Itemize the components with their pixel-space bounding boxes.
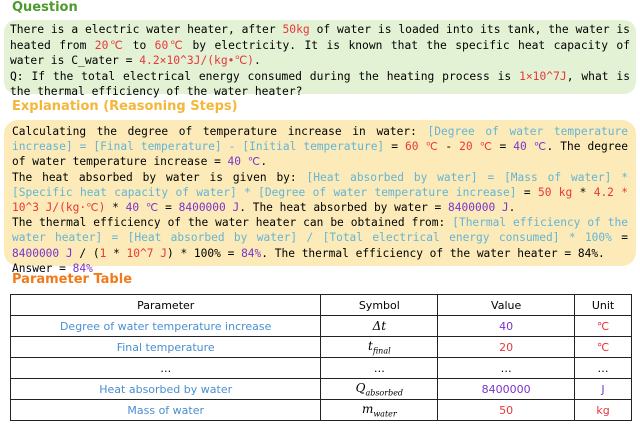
question-segment: , what is the thermal efficiency of the water heater? bbox=[10, 69, 630, 99]
cell-unit: kg bbox=[575, 400, 632, 421]
cell-symbol bbox=[321, 400, 438, 421]
parameter-table bbox=[10, 294, 632, 421]
symbol-main: m bbox=[361, 401, 374, 416]
table-row bbox=[11, 337, 632, 358]
explanation-segment: = bbox=[611, 231, 628, 245]
header-symbol: Symbol bbox=[321, 295, 438, 316]
explanation-segment: . The degree of water temperature increase = bbox=[12, 140, 628, 169]
explanation-segment: = bbox=[492, 140, 514, 154]
cell-parameter: Degree of water temperature increase bbox=[11, 316, 321, 337]
question-segment: Q: If the total electrical energy consumed during the heating process is bbox=[10, 69, 520, 83]
cell-parameter: Mass of water bbox=[11, 400, 321, 421]
explanation-segment: . bbox=[508, 201, 516, 215]
cell-symbol bbox=[321, 358, 438, 379]
question-title: Question bbox=[12, 0, 78, 15]
cell-unit: … bbox=[575, 358, 632, 379]
explanation-segment: - bbox=[438, 140, 460, 154]
explanation-segment: [Heat absorbed by water] = [Mass of water] * [Specific heat capacity of water] * [Degree of water temperature increase] bbox=[12, 170, 628, 199]
header-parameter: Parameter bbox=[11, 295, 321, 316]
explanation-segment: 4.2 * 10^3 J/(kg·℃) bbox=[12, 185, 628, 215]
question-box bbox=[4, 20, 636, 99]
explanation-segment: 8400000 J bbox=[12, 246, 73, 260]
question-segment: of water is loaded into its tank, the water is heated from bbox=[10, 23, 630, 52]
table-row bbox=[11, 379, 632, 400]
question-segment: 60℃ bbox=[154, 38, 185, 52]
explanation-segment: 40 ℃ bbox=[227, 155, 261, 169]
explanation-segment: 40 ℃ bbox=[513, 140, 547, 154]
cell-symbol bbox=[321, 337, 438, 358]
cell-unit: ℃ bbox=[575, 316, 632, 337]
question-text bbox=[10, 22, 630, 100]
question-segment: There is a electric water heater, after bbox=[10, 23, 283, 36]
cell-value: 50 bbox=[438, 400, 575, 421]
explanation-segment: 1 bbox=[99, 246, 107, 260]
question-segment: to bbox=[124, 38, 155, 52]
explanation-segment: The thermal efficiency of the water heater can be obtained from: bbox=[12, 216, 453, 230]
explanation-segment: . The thermal efficiency of the water heater = 84%. bbox=[261, 246, 605, 260]
symbol-main: … bbox=[373, 361, 385, 375]
parameter-table-title: Parameter Table bbox=[12, 272, 133, 287]
explanation-segment: * bbox=[106, 246, 127, 260]
table-header-row bbox=[11, 295, 632, 316]
explanation-segment: = bbox=[158, 201, 179, 215]
symbol-main: t bbox=[368, 338, 373, 353]
explanation-segment: Calculating the degree of temperature increase in water: bbox=[12, 125, 428, 138]
cell-parameter: Heat absorbed by water bbox=[11, 379, 321, 400]
explanation-segment: * bbox=[572, 185, 594, 199]
explanation-segment: 10^7 J bbox=[126, 246, 167, 260]
explanation-box bbox=[4, 120, 636, 275]
symbol-main: Δt bbox=[372, 319, 387, 333]
explanation-segment: 60 ℃ bbox=[404, 140, 439, 154]
cell-value: 20 bbox=[438, 337, 575, 358]
cell-unit: J bbox=[575, 379, 632, 400]
explanation-segment: 8400000 J bbox=[178, 201, 240, 215]
symbol-subscript: water bbox=[373, 409, 397, 419]
question-segment: by electricity. It is known that the specific heat capacity of water is C_water = bbox=[10, 38, 631, 68]
explanation-segment: 50 kg bbox=[537, 185, 573, 199]
cell-unit: ℃ bbox=[575, 337, 632, 358]
cell-symbol bbox=[321, 316, 438, 337]
header-unit: Unit bbox=[575, 295, 632, 316]
explanation-segment: Answer = bbox=[12, 261, 73, 275]
cell-symbol bbox=[321, 379, 438, 400]
explanation-text bbox=[12, 124, 628, 276]
explanation-segment: 84% bbox=[72, 261, 93, 275]
explanation-segment: = bbox=[516, 185, 538, 199]
cell-value: 40 bbox=[438, 316, 575, 337]
question-segment: 20℃ bbox=[94, 38, 125, 52]
header-value: Value bbox=[438, 295, 575, 316]
symbol-main: Q bbox=[355, 380, 366, 395]
explanation-segment: [Thermal efficiency of the water heater] = [Heat absorbed by water] / [Total electrical energy consumed] * 100% bbox=[12, 216, 628, 245]
explanation-segment: ) * 100% = bbox=[166, 246, 242, 260]
table-row bbox=[11, 358, 632, 379]
explanation-segment: 40 ℃ bbox=[125, 201, 159, 215]
explanation-segment: * bbox=[105, 201, 126, 215]
explanation-segment: . The heat absorbed by water = bbox=[239, 201, 449, 215]
explanation-title: Explanation (Reasoning Steps) bbox=[12, 99, 238, 114]
question-segment: 50kg bbox=[282, 23, 310, 36]
cell-value: 8400000 bbox=[438, 379, 575, 400]
explanation-segment: 84% bbox=[241, 246, 262, 260]
table-row bbox=[11, 400, 632, 421]
explanation-segment: . bbox=[260, 155, 268, 169]
explanation-segment: The heat absorbed by water is given by: bbox=[12, 170, 307, 184]
symbol-subscript: absorbed bbox=[365, 388, 404, 398]
explanation-segment: / ( bbox=[72, 246, 100, 260]
cell-parameter: Final temperature bbox=[11, 337, 321, 358]
explanation-segment: 8400000 J bbox=[448, 201, 509, 215]
explanation-segment: [Degree of water temperature increase] = [Final temperature] - [Initial temperature] bbox=[12, 125, 628, 154]
symbol-subscript: final bbox=[372, 346, 391, 356]
table-row bbox=[11, 316, 632, 337]
question-segment: 1×10^7J bbox=[519, 69, 567, 83]
explanation-segment: 20 ℃ bbox=[459, 140, 493, 154]
cell-value: … bbox=[438, 358, 575, 379]
question-segment: 4.2×10^3J/(kg•℃) bbox=[139, 54, 254, 68]
question-segment: . bbox=[253, 54, 261, 68]
explanation-segment: = bbox=[384, 140, 405, 154]
cell-parameter: … bbox=[11, 358, 321, 379]
